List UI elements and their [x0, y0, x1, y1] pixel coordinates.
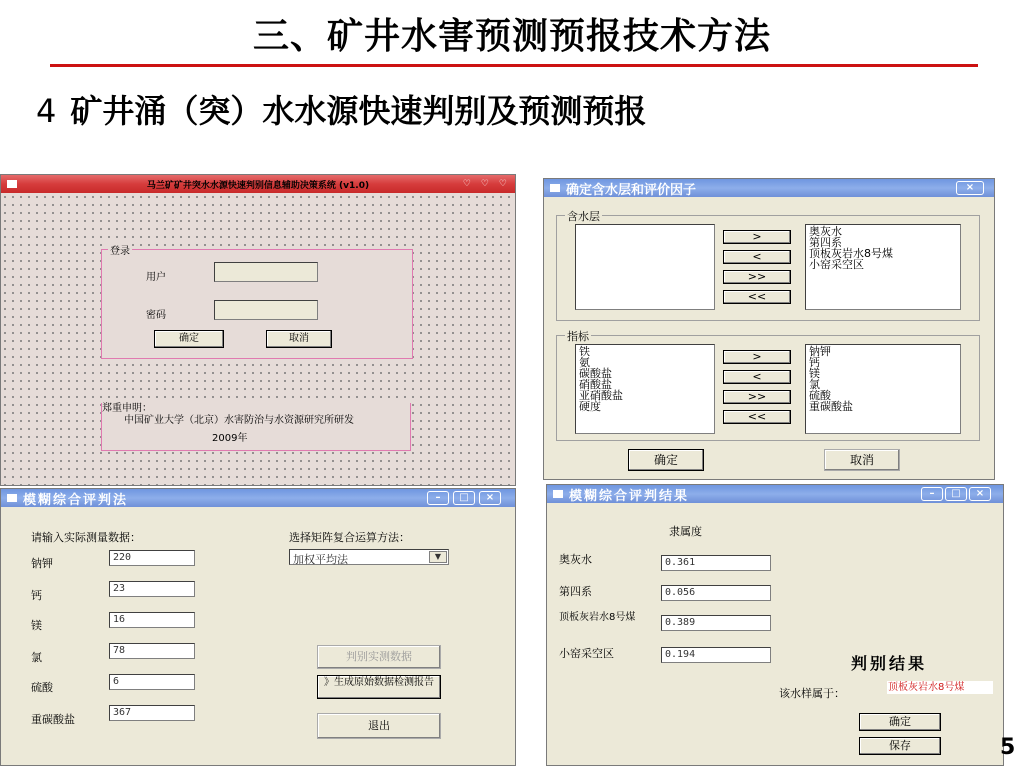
result-titlebar: [547, 485, 1003, 503]
list-item[interactable]: 钠钾: [809, 345, 831, 358]
close-icon[interactable]: ♡: [498, 179, 507, 189]
field-label: 硫酸: [31, 681, 53, 694]
result-title: 模糊综合评判结果: [569, 488, 690, 504]
list-item[interactable]: 亚硝酸盐: [579, 389, 623, 402]
result-ok-button[interactable]: 确定: [859, 713, 941, 731]
chevron-down-icon[interactable]: ▼: [429, 551, 447, 563]
maximize-icon[interactable]: □: [453, 491, 475, 505]
move-right-button[interactable]: >: [723, 230, 791, 244]
result-heading: 判别结果: [851, 654, 928, 673]
minimize-icon[interactable]: –: [921, 487, 943, 501]
result-row-value: 0.389: [661, 615, 771, 631]
list-item[interactable]: 硝酸盐: [579, 378, 612, 391]
measure-prompt: 请输入实际测量数据：: [31, 531, 141, 544]
aquifer-group-label: 含水层: [567, 210, 600, 223]
list-item[interactable]: 镁: [809, 367, 820, 380]
field-input[interactable]: 23: [109, 581, 195, 597]
login-window: [0, 174, 516, 486]
result-row-value: 0.056: [661, 585, 771, 601]
list-item[interactable]: 氯: [809, 378, 820, 391]
exit-button[interactable]: 退出: [317, 713, 441, 739]
list-item[interactable]: 硫酸: [809, 389, 831, 402]
window-icon: [7, 494, 17, 502]
index-selected-list[interactable]: [805, 344, 961, 434]
belongs-value: 顶板灰岩水8号煤: [887, 681, 993, 694]
result-save-button[interactable]: 保存: [859, 737, 941, 755]
field-input[interactable]: 220: [109, 550, 195, 566]
close-icon[interactable]: ×: [479, 491, 501, 505]
index-available-list[interactable]: [575, 344, 715, 434]
result-row-label: 小窑采空区: [559, 647, 614, 660]
window-icon: [550, 184, 560, 192]
list-item[interactable]: 铁: [579, 345, 590, 358]
aquifer-titlebar: [544, 179, 994, 197]
aquifer-window: [543, 178, 995, 480]
subtitle-text: 矿井涌（突）水水源快速判别及预测预报: [70, 92, 647, 130]
result-row-label: 奥灰水: [559, 553, 592, 566]
list-item[interactable]: 奥灰水: [809, 225, 842, 238]
method-label: 选择矩阵复合运算方法：: [289, 531, 410, 544]
password-label: 密码: [146, 310, 166, 321]
result-row-value: 0.361: [661, 555, 771, 571]
statement-year: 2009年: [212, 433, 248, 444]
field-label: 钙: [31, 589, 42, 602]
fuzzy-titlebar: [1, 489, 515, 507]
list-item[interactable]: 第四系: [809, 236, 842, 249]
field-label: 镁: [31, 619, 42, 632]
password-input[interactable]: [214, 300, 318, 320]
list-item[interactable]: 氨: [579, 356, 590, 369]
list-item[interactable]: 重碳酸盐: [809, 400, 853, 413]
method-select[interactable]: [289, 549, 449, 565]
fuzzy-title: 模糊综合评判法: [23, 492, 129, 508]
aquifer-selected-list[interactable]: [805, 224, 961, 310]
login-group-label: 登录: [108, 242, 132, 257]
login-group: [101, 246, 413, 359]
close-icon[interactable]: ×: [956, 181, 984, 195]
list-item[interactable]: 碳酸盐: [579, 367, 612, 380]
page-number: 5: [1000, 735, 1016, 760]
belongs-label: 该水样属于：: [779, 687, 845, 700]
aquifer-title: 确定含水层和评价因子: [566, 182, 697, 198]
title-rule: [50, 64, 978, 67]
generate-report-button[interactable]: 》生成原始数据检测报告: [317, 675, 441, 699]
field-input[interactable]: 16: [109, 612, 195, 628]
method-select-value: 加权平均法: [293, 553, 348, 566]
index-group: [556, 330, 980, 441]
move-right-button[interactable]: >: [723, 350, 791, 364]
maximize-icon[interactable]: ♡: [480, 179, 489, 189]
minimize-icon[interactable]: –: [427, 491, 449, 505]
login-ok-button[interactable]: 确定: [154, 330, 224, 348]
field-input[interactable]: 367: [109, 705, 195, 721]
login-cancel-button[interactable]: 取消: [266, 330, 332, 348]
membership-header: 隶属度: [669, 525, 702, 538]
field-label: 重碳酸盐: [31, 713, 75, 726]
list-item[interactable]: 钙: [809, 356, 820, 369]
move-all-right-button[interactable]: >>: [723, 270, 791, 284]
judge-data-button[interactable]: 判别实测数据: [317, 645, 441, 669]
result-row-value: 0.194: [661, 647, 771, 663]
statement-group: [101, 403, 411, 451]
user-label: 用户: [146, 272, 166, 283]
close-icon[interactable]: ×: [969, 487, 991, 501]
move-all-left-button[interactable]: <<: [723, 410, 791, 424]
window-icon: [553, 490, 563, 498]
move-left-button[interactable]: <: [723, 370, 791, 384]
field-input[interactable]: 6: [109, 674, 195, 690]
move-left-button[interactable]: <: [723, 250, 791, 264]
app-icon: [7, 180, 17, 188]
field-input[interactable]: 78: [109, 643, 195, 659]
result-row-label: 顶板灰岩水8号煤: [559, 612, 636, 623]
login-title: 马兰矿矿井突水水源快速判别信息辅助决策系统 (v1.0): [146, 180, 370, 191]
statement-text: 中国矿业大学（北京）水害防治与水资源研究所研发: [124, 415, 354, 426]
slide-subtitle: [36, 86, 646, 132]
list-item[interactable]: 顶板灰岩水8号煤: [809, 247, 893, 260]
index-group-label: 指标: [567, 330, 589, 343]
slide-title: 三、矿井水害预测预报技术方法: [252, 16, 771, 57]
list-item[interactable]: 硬度: [579, 400, 601, 413]
list-item[interactable]: 小窑采空区: [809, 258, 864, 271]
result-window: [546, 484, 1004, 766]
aquifer-group: [556, 210, 980, 321]
move-all-right-button[interactable]: >>: [723, 390, 791, 404]
field-label: 氯: [31, 651, 42, 664]
field-label: 钠钾: [31, 557, 53, 570]
login-titlebar: [1, 175, 515, 193]
move-all-left-button[interactable]: <<: [723, 290, 791, 304]
minimize-icon[interactable]: ♡: [462, 179, 471, 189]
result-row-label: 第四系: [559, 585, 592, 598]
aquifer-cancel-button[interactable]: 取消: [824, 449, 900, 471]
subtitle-number: 4: [36, 92, 57, 130]
login-canvas: [1, 193, 515, 485]
maximize-icon[interactable]: □: [945, 487, 967, 501]
statement-title: 郑重申明：: [102, 403, 152, 414]
aquifer-available-list[interactable]: [575, 224, 715, 310]
fuzzy-window: [0, 488, 516, 766]
aquifer-ok-button[interactable]: 确定: [628, 449, 704, 471]
user-input[interactable]: [214, 262, 318, 282]
